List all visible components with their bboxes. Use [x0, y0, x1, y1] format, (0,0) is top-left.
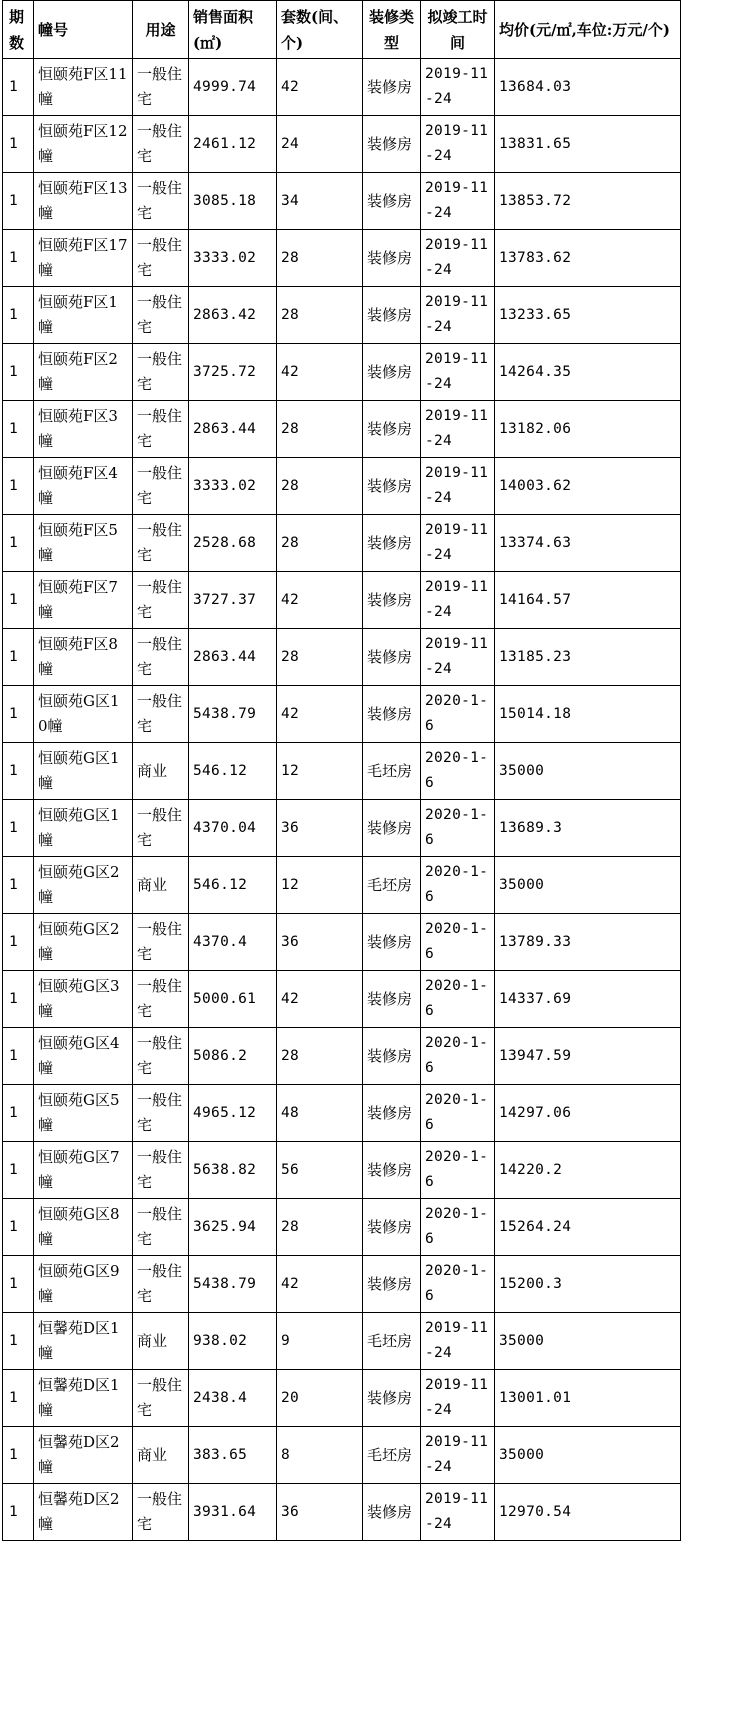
- cell-area: 4999.74: [189, 59, 277, 116]
- cell-building: 恒馨苑D区1幢: [34, 1313, 133, 1370]
- cell-use: 一般住宅: [133, 515, 189, 572]
- cell-phase: 1: [3, 914, 34, 971]
- cell-use: 一般住宅: [133, 1028, 189, 1085]
- cell-area: 2863.44: [189, 629, 277, 686]
- cell-use: 一般住宅: [133, 173, 189, 230]
- cell-phase: 1: [3, 800, 34, 857]
- cell-decoration: 毛坯房: [363, 1427, 421, 1484]
- cell-area: 546.12: [189, 857, 277, 914]
- cell-phase: 1: [3, 1256, 34, 1313]
- cell-phase: 1: [3, 344, 34, 401]
- cell-area: 5086.2: [189, 1028, 277, 1085]
- cell-units: 28: [277, 287, 363, 344]
- cell-building: 恒颐苑G区8幢: [34, 1199, 133, 1256]
- cell-price: 14164.57: [495, 572, 681, 629]
- cell-building: 恒颐苑G区10幢: [34, 686, 133, 743]
- cell-units: 42: [277, 572, 363, 629]
- cell-decoration: 装修房: [363, 1484, 421, 1541]
- header-building: 幢号: [34, 1, 133, 59]
- cell-completion: 2020-1-6: [421, 971, 495, 1028]
- cell-building: 恒颐苑F区3幢: [34, 401, 133, 458]
- cell-price: 15200.3: [495, 1256, 681, 1313]
- cell-phase: 1: [3, 458, 34, 515]
- cell-decoration: 装修房: [363, 971, 421, 1028]
- cell-use: 一般住宅: [133, 1484, 189, 1541]
- cell-phase: 1: [3, 1484, 34, 1541]
- cell-phase: 1: [3, 287, 34, 344]
- cell-building: 恒颐苑G区1幢: [34, 743, 133, 800]
- cell-building: 恒颐苑F区13幢: [34, 173, 133, 230]
- cell-decoration: 装修房: [363, 1085, 421, 1142]
- cell-building: 恒颐苑G区4幢: [34, 1028, 133, 1085]
- cell-completion: 2020-1-6: [421, 686, 495, 743]
- cell-area: 5638.82: [189, 1142, 277, 1199]
- cell-area: 4370.4: [189, 914, 277, 971]
- cell-area: 2863.42: [189, 287, 277, 344]
- cell-building: 恒馨苑D区1幢: [34, 1370, 133, 1427]
- cell-use: 商业: [133, 1313, 189, 1370]
- cell-decoration: 装修房: [363, 914, 421, 971]
- cell-area: 938.02: [189, 1313, 277, 1370]
- cell-price: 13185.23: [495, 629, 681, 686]
- table-row: [3, 971, 681, 1028]
- cell-units: 12: [277, 743, 363, 800]
- cell-completion: 2020-1-6: [421, 1199, 495, 1256]
- cell-building: 恒颐苑G区9幢: [34, 1256, 133, 1313]
- cell-price: 13853.72: [495, 173, 681, 230]
- cell-decoration: 装修房: [363, 629, 421, 686]
- cell-price: 12970.54: [495, 1484, 681, 1541]
- table-row: [3, 59, 681, 116]
- table-row: [3, 1313, 681, 1370]
- cell-building: 恒颐苑G区7幢: [34, 1142, 133, 1199]
- cell-units: 28: [277, 401, 363, 458]
- cell-completion: 2019-11-24: [421, 1484, 495, 1541]
- cell-phase: 1: [3, 59, 34, 116]
- cell-completion: 2020-1-6: [421, 1085, 495, 1142]
- cell-units: 42: [277, 344, 363, 401]
- cell-completion: 2019-11-24: [421, 344, 495, 401]
- table-row: [3, 857, 681, 914]
- cell-area: 3625.94: [189, 1199, 277, 1256]
- cell-price: 13783.62: [495, 230, 681, 287]
- table-row: [3, 1142, 681, 1199]
- cell-area: 4370.04: [189, 800, 277, 857]
- cell-completion: 2019-11-24: [421, 230, 495, 287]
- cell-decoration: 装修房: [363, 287, 421, 344]
- cell-area: 383.65: [189, 1427, 277, 1484]
- cell-units: 28: [277, 1199, 363, 1256]
- cell-units: 36: [277, 1484, 363, 1541]
- cell-completion: 2020-1-6: [421, 1028, 495, 1085]
- cell-building: 恒颐苑F区5幢: [34, 515, 133, 572]
- cell-completion: 2019-11-24: [421, 1370, 495, 1427]
- header-area: 销售面积(㎡): [189, 1, 277, 59]
- cell-price: 35000: [495, 1313, 681, 1370]
- cell-use: 一般住宅: [133, 572, 189, 629]
- cell-units: 42: [277, 686, 363, 743]
- cell-completion: 2019-11-24: [421, 1427, 495, 1484]
- cell-phase: 1: [3, 515, 34, 572]
- cell-area: 3085.18: [189, 173, 277, 230]
- cell-completion: 2020-1-6: [421, 1142, 495, 1199]
- cell-phase: 1: [3, 1370, 34, 1427]
- cell-area: 5000.61: [189, 971, 277, 1028]
- cell-price: 13689.3: [495, 800, 681, 857]
- cell-price: 13374.63: [495, 515, 681, 572]
- cell-completion: 2019-11-24: [421, 458, 495, 515]
- cell-building: 恒颐苑G区5幢: [34, 1085, 133, 1142]
- cell-use: 商业: [133, 857, 189, 914]
- cell-completion: 2019-11-24: [421, 116, 495, 173]
- document-page: [2, 0, 681, 1541]
- cell-completion: 2020-1-6: [421, 857, 495, 914]
- cell-area: 2438.4: [189, 1370, 277, 1427]
- cell-use: 一般住宅: [133, 629, 189, 686]
- cell-decoration: 装修房: [363, 1028, 421, 1085]
- cell-price: 13947.59: [495, 1028, 681, 1085]
- cell-units: 28: [277, 1028, 363, 1085]
- cell-phase: 1: [3, 686, 34, 743]
- cell-use: 一般住宅: [133, 344, 189, 401]
- cell-price: 14297.06: [495, 1085, 681, 1142]
- table-row: [3, 1199, 681, 1256]
- cell-building: 恒颐苑F区8幢: [34, 629, 133, 686]
- cell-decoration: 毛坯房: [363, 743, 421, 800]
- cell-use: 一般住宅: [133, 1370, 189, 1427]
- cell-area: 5438.79: [189, 1256, 277, 1313]
- cell-units: 28: [277, 230, 363, 287]
- sales-table: [2, 0, 681, 1541]
- cell-phase: 1: [3, 1427, 34, 1484]
- cell-phase: 1: [3, 572, 34, 629]
- cell-use: 一般住宅: [133, 914, 189, 971]
- cell-building: 恒颐苑F区17幢: [34, 230, 133, 287]
- cell-completion: 2019-11-24: [421, 59, 495, 116]
- cell-completion: 2019-11-24: [421, 173, 495, 230]
- cell-units: 48: [277, 1085, 363, 1142]
- cell-building: 恒颐苑G区3幢: [34, 971, 133, 1028]
- cell-phase: 1: [3, 857, 34, 914]
- table-row: [3, 1427, 681, 1484]
- cell-price: 13182.06: [495, 401, 681, 458]
- cell-decoration: 装修房: [363, 173, 421, 230]
- cell-completion: 2020-1-6: [421, 800, 495, 857]
- header-price: 均价(元/㎡,车位:万元/个): [495, 1, 681, 59]
- table-row: [3, 344, 681, 401]
- cell-decoration: 装修房: [363, 1199, 421, 1256]
- cell-use: 一般住宅: [133, 287, 189, 344]
- cell-decoration: 装修房: [363, 116, 421, 173]
- cell-price: 13789.33: [495, 914, 681, 971]
- cell-area: 2863.44: [189, 401, 277, 458]
- table-row: [3, 401, 681, 458]
- table-row: [3, 1256, 681, 1313]
- cell-building: 恒颐苑F区12幢: [34, 116, 133, 173]
- cell-decoration: 装修房: [363, 686, 421, 743]
- cell-units: 42: [277, 1256, 363, 1313]
- cell-area: 5438.79: [189, 686, 277, 743]
- table-row: [3, 572, 681, 629]
- cell-use: 一般住宅: [133, 686, 189, 743]
- cell-use: 一般住宅: [133, 458, 189, 515]
- cell-building: 恒颐苑G区2幢: [34, 914, 133, 971]
- header-decoration: 装修类型: [363, 1, 421, 59]
- header-use: 用途: [133, 1, 189, 59]
- cell-completion: 2019-11-24: [421, 287, 495, 344]
- table-row: [3, 230, 681, 287]
- cell-price: 13001.01: [495, 1370, 681, 1427]
- cell-use: 一般住宅: [133, 1199, 189, 1256]
- cell-use: 一般住宅: [133, 116, 189, 173]
- cell-units: 36: [277, 800, 363, 857]
- cell-phase: 1: [3, 1142, 34, 1199]
- cell-decoration: 装修房: [363, 230, 421, 287]
- cell-units: 8: [277, 1427, 363, 1484]
- cell-decoration: 装修房: [363, 572, 421, 629]
- cell-decoration: 装修房: [363, 1370, 421, 1427]
- cell-units: 56: [277, 1142, 363, 1199]
- header-units: 套数(间、个): [277, 1, 363, 59]
- cell-price: 35000: [495, 743, 681, 800]
- cell-phase: 1: [3, 743, 34, 800]
- cell-phase: 1: [3, 173, 34, 230]
- table-header-row: [3, 1, 681, 59]
- header-phase: 期数: [3, 1, 34, 59]
- cell-units: 42: [277, 971, 363, 1028]
- cell-use: 一般住宅: [133, 401, 189, 458]
- cell-completion: 2020-1-6: [421, 1256, 495, 1313]
- cell-completion: 2020-1-6: [421, 743, 495, 800]
- cell-use: 一般住宅: [133, 800, 189, 857]
- table-row: [3, 743, 681, 800]
- cell-price: 14264.35: [495, 344, 681, 401]
- cell-building: 恒颐苑F区4幢: [34, 458, 133, 515]
- cell-decoration: 装修房: [363, 1142, 421, 1199]
- cell-phase: 1: [3, 629, 34, 686]
- cell-completion: 2019-11-24: [421, 629, 495, 686]
- table-row: [3, 515, 681, 572]
- cell-use: 商业: [133, 743, 189, 800]
- cell-area: 3333.02: [189, 230, 277, 287]
- table-row: [3, 287, 681, 344]
- table-row: [3, 1370, 681, 1427]
- cell-phase: 1: [3, 1085, 34, 1142]
- cell-use: 一般住宅: [133, 971, 189, 1028]
- table-row: [3, 458, 681, 515]
- cell-area: 3333.02: [189, 458, 277, 515]
- table-body: [3, 59, 681, 1541]
- table-row: [3, 1085, 681, 1142]
- cell-use: 一般住宅: [133, 230, 189, 287]
- table-row: [3, 173, 681, 230]
- cell-price: 35000: [495, 857, 681, 914]
- cell-decoration: 毛坯房: [363, 1313, 421, 1370]
- cell-area: 3931.64: [189, 1484, 277, 1541]
- cell-phase: 1: [3, 116, 34, 173]
- cell-units: 28: [277, 515, 363, 572]
- cell-price: 15264.24: [495, 1199, 681, 1256]
- cell-building: 恒馨苑D区2幢: [34, 1427, 133, 1484]
- cell-decoration: 装修房: [363, 515, 421, 572]
- table-row: [3, 629, 681, 686]
- cell-completion: 2020-1-6: [421, 914, 495, 971]
- cell-price: 13233.65: [495, 287, 681, 344]
- cell-units: 28: [277, 458, 363, 515]
- table-row: [3, 1484, 681, 1541]
- cell-completion: 2019-11-24: [421, 572, 495, 629]
- cell-use: 一般住宅: [133, 59, 189, 116]
- cell-decoration: 装修房: [363, 1256, 421, 1313]
- table-row: [3, 116, 681, 173]
- cell-price: 15014.18: [495, 686, 681, 743]
- cell-decoration: 装修房: [363, 458, 421, 515]
- cell-use: 商业: [133, 1427, 189, 1484]
- cell-building: 恒颐苑F区2幢: [34, 344, 133, 401]
- cell-decoration: 毛坯房: [363, 857, 421, 914]
- cell-price: 14337.69: [495, 971, 681, 1028]
- cell-phase: 1: [3, 230, 34, 287]
- cell-use: 一般住宅: [133, 1142, 189, 1199]
- cell-completion: 2019-11-24: [421, 401, 495, 458]
- cell-units: 42: [277, 59, 363, 116]
- table-row: [3, 800, 681, 857]
- cell-building: 恒颐苑F区11幢: [34, 59, 133, 116]
- cell-building: 恒颐苑F区7幢: [34, 572, 133, 629]
- cell-phase: 1: [3, 1028, 34, 1085]
- cell-units: 12: [277, 857, 363, 914]
- cell-price: 14220.2: [495, 1142, 681, 1199]
- cell-price: 35000: [495, 1427, 681, 1484]
- cell-phase: 1: [3, 971, 34, 1028]
- cell-units: 24: [277, 116, 363, 173]
- cell-phase: 1: [3, 1199, 34, 1256]
- header-completion: 拟竣工时间: [421, 1, 495, 59]
- cell-area: 2528.68: [189, 515, 277, 572]
- cell-price: 14003.62: [495, 458, 681, 515]
- cell-area: 546.12: [189, 743, 277, 800]
- cell-completion: 2019-11-24: [421, 515, 495, 572]
- cell-decoration: 装修房: [363, 800, 421, 857]
- table-row: [3, 914, 681, 971]
- cell-decoration: 装修房: [363, 401, 421, 458]
- cell-units: 34: [277, 173, 363, 230]
- cell-building: 恒颐苑G区1幢: [34, 800, 133, 857]
- cell-decoration: 装修房: [363, 344, 421, 401]
- cell-phase: 1: [3, 1313, 34, 1370]
- cell-phase: 1: [3, 401, 34, 458]
- cell-completion: 2019-11-24: [421, 1313, 495, 1370]
- cell-use: 一般住宅: [133, 1256, 189, 1313]
- cell-area: 3725.72: [189, 344, 277, 401]
- cell-units: 28: [277, 629, 363, 686]
- cell-units: 9: [277, 1313, 363, 1370]
- cell-units: 20: [277, 1370, 363, 1427]
- cell-building: 恒馨苑D区2幢: [34, 1484, 133, 1541]
- cell-area: 2461.12: [189, 116, 277, 173]
- cell-area: 3727.37: [189, 572, 277, 629]
- cell-use: 一般住宅: [133, 1085, 189, 1142]
- cell-price: 13831.65: [495, 116, 681, 173]
- table-row: [3, 686, 681, 743]
- cell-units: 36: [277, 914, 363, 971]
- cell-price: 13684.03: [495, 59, 681, 116]
- cell-decoration: 装修房: [363, 59, 421, 116]
- cell-building: 恒颐苑F区1幢: [34, 287, 133, 344]
- cell-area: 4965.12: [189, 1085, 277, 1142]
- table-row: [3, 1028, 681, 1085]
- cell-building: 恒颐苑G区2幢: [34, 857, 133, 914]
